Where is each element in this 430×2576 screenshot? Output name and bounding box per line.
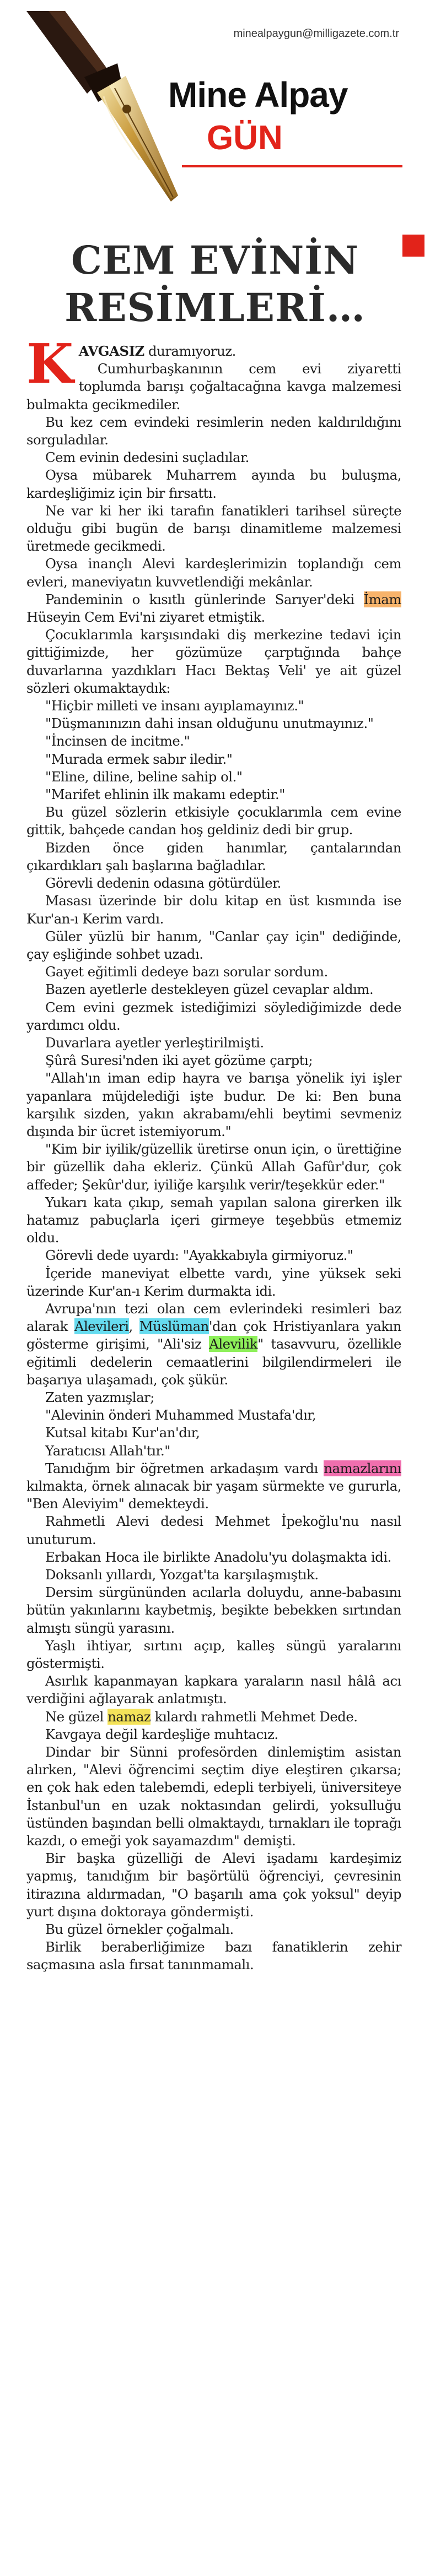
paragraph: Kavgaya değil kardeşliğe muhtacız.	[45, 1726, 278, 1742]
paragraph: Bu güzel örnekler çoğalmalı.	[45, 1921, 234, 1938]
paragraph: Bu güzel sözlerin etkisiyle çocuklarımla cem evine gittik, bahçede candan hoş geldiniz dedi bir grup.	[26, 804, 401, 838]
paragraph: Masası üzerinde bir dolu kitap en üst kısmında ise Kur'an-ı Kerim vardı.	[26, 893, 401, 927]
article-body	[26, 333, 402, 1974]
quote-line: "Eline, diline, beline sahip ol."	[45, 768, 243, 785]
paragraph: Cem evinin dedesini suçladılar.	[45, 449, 249, 466]
verse-line: "Alevinin önderi Muhammed Mustafa'dır,	[45, 1407, 316, 1423]
paragraph: Asırlık kapanmayan kapkara yaraların nasıl hâlâ acı verdiğini ağlayarak anlatmıştı.	[26, 1673, 401, 1707]
paragraph: Avrupa'nın tezi olan cem evlerindeki resimleri baz alarak Alevileri, Müslüman'dan çok Hristiyanlara yakın gösterme girişimi, "Ali'siz Alevilik" tasavvuru, özellikle eğitimli dedelerin cemaatlerini bilgilendirmeleri ile başarıya ulaşamadı, çok şükür.	[26, 1300, 402, 1388]
highlighted-word: namaz	[108, 1708, 151, 1725]
author-email[interactable]: minealpaygun@milligazete.com.tr	[233, 28, 399, 40]
verse-line: Yaratıcısı Allah'tır."	[45, 1442, 170, 1459]
paragraph: Zaten yazmışlar;	[45, 1389, 155, 1405]
paragraph: Ne güzel namaz kılardı rahmetli Mehmet Dede.	[45, 1708, 358, 1725]
paragraph: Doksanlı yıllardı, Yozgat'ta karşılaşmıştık.	[45, 1567, 319, 1583]
header-divider	[182, 165, 402, 167]
paragraph: Bir başka güzelliği de Alevi işadamı kardeşimiz yapmış, tanıdığım bir başörtülü öğrenciyi, çevresinin itirazına aldırmadan, "O başarılı ama çok yoksul" deyip yurt dışına doktoraya göndermişti.	[26, 1850, 401, 1920]
column-title: GÜN	[207, 119, 283, 157]
paragraph-1: KAVGASIZ duramıyoruz.	[26, 333, 236, 396]
quote-line: "İncinsen de incitme."	[45, 733, 190, 749]
highlighted-word: Alevileri	[74, 1318, 129, 1335]
headline-line-2: RESİMLERİ…	[64, 285, 366, 330]
paragraph: Yaşlı ihtiyar, sırtını açıp, kalleş süngü yaralarını göstermişti.	[26, 1637, 401, 1672]
paragraph: Pandeminin o kısıtlı günlerinde Sarıyer'deki İmam Hüseyin Cem Evi'ni ziyaret etmiştik.	[26, 591, 401, 626]
paragraph: Görevli dede uyardı: "Ayakkabıyla girmiyoruz."	[45, 1247, 353, 1264]
paragraph: Şûrâ Suresi'nden iki ayet gözüme çarptı;	[45, 1052, 313, 1069]
fountain-pen-nib-icon	[26, 11, 192, 215]
highlighted-word: namazlarını	[324, 1460, 401, 1476]
paragraph: Görevli dedenin odasına götürdüler.	[45, 875, 281, 892]
quote-line: "Marifet ehlinin ilk makamı edeptir."	[45, 786, 285, 803]
paragraph: Tanıdığım bir öğretmen arkadaşım vardı namazlarını kılmakta, örnek alınacak bir yaşam sürmekte ve gururla, "Ben Aleviyim" demekteydi.	[26, 1460, 401, 1512]
quote-line: "Murada ermek sabır iledir."	[45, 751, 233, 767]
quote-line: "Hiçbir milleti ve insanı ayıplamayınız."	[45, 698, 304, 714]
column-header	[0, 0, 430, 220]
verse-line: Kutsal kitabı Kur'an'dır,	[45, 1425, 200, 1441]
paragraph: Oysa mübarek Muharrem ayında bu buluşma, kardeşliğimiz için bir fırsattı.	[26, 467, 401, 501]
paragraph: Gayet eğitimli dedeye bazı sorular sordum.	[45, 964, 328, 980]
paragraph: Güler yüzlü bir hanım, "Canlar çay için" dediğinde, çay eşliğinde sohbet uzadı.	[26, 928, 401, 962]
paragraph: Dindar bir Sünni profesörden dinlemiştim asistan alırken, "Alevi öğrencimi seçtim diye eleştiren çıkarsa; en çok hak eden talebemdi, edepli terbiyeli, üniversiteye İstanbul'un en uzak noktasından gelirdi, yoksulluğu üstünden başından belli olmaktaydı, tırnakları ile toprağı kazdı, o emeği yok sayamazdım" demişti.	[26, 1744, 401, 1849]
paragraph: Bu kez cem evindeki resimlerin neden kaldırıldığını sorguladılar.	[26, 414, 401, 448]
drop-cap: K	[26, 333, 73, 396]
article-headline	[22, 237, 408, 331]
paragraph: Ne var ki her iki tarafın fanatikleri tarihsel süreçte olduğu gibi bugün de barışı dinamitleme malzemesi üretmede gecikmedi.	[26, 502, 401, 555]
highlighted-word: Alevilik	[209, 1336, 258, 1352]
highlighted-word: İmam	[363, 591, 401, 607]
paragraph: Dersim sürgününden acılarla doluydu, anne-babasını bütün yakınlarını kaybetmiş, beşikte bebekken sırtından almıştı süngü yarasını.	[26, 1584, 401, 1636]
paragraph: Erbakan Hoca ile birlikte Anadolu'yu dolaşmakta idi.	[45, 1548, 391, 1565]
paragraph: Cumhurbaşkanının cem evi ziyaretti toplumda barışı çoğaltacağına kavga malzemesi bulmakta gecikmediler.	[26, 361, 401, 412]
paragraph: Yukarı kata çıkıp, semah yapılan salona girerken ilk hatamız pabuçlarla içeri girmeye teşebbüs etmemiz oldu.	[26, 1194, 401, 1246]
lead-word: AVGASIZ	[78, 343, 144, 359]
paragraph: Birlik beraberliğimize bazı fanatiklerin zehir saçmasına asla fırsat tanınmamalı.	[26, 1939, 401, 1973]
paragraph: Çocuklarımla karşısındaki diş merkezine tedavi için gittiğimizde, her gözümüze çarptığında bahçe duvarlarına yazdıkları Hacı Bektaş Veli' ye ait güzel sözleri okumaktaydık:	[26, 627, 401, 696]
paragraph: Oysa inançlı Alevi kardeşlerimizin toplandığı cem evleri, maneviyatın kuvvetlendiği mekânlar.	[26, 556, 401, 590]
quote-line: "Düşmanınızın dahi insan olduğunu unutmayınız."	[45, 715, 374, 732]
paragraph: Rahmetli Alevi dedesi Mehmet İpekoğlu'nu nasıl unuturum.	[26, 1513, 401, 1547]
paragraph: Duvarlara ayetler yerleştirilmişti.	[45, 1034, 264, 1051]
highlighted-word: Müslüman	[139, 1318, 209, 1335]
paragraph: Bazen ayetlerle destekleyen güzel cevaplar aldım.	[45, 981, 374, 998]
paragraph: "Kim bir iyilik/güzellik üretirse onun için, o ürettiğine bir güzellik daha ekleriz. Çünkü Allah Gafûr'dur, çok affeder; Şekûr'dur, iyiliğe karşılık verir/teşekkür eder."	[26, 1141, 401, 1193]
paragraph: Cem evini gezmek istediğimizi söylediğimizde dede yardımcı oldu.	[26, 999, 401, 1033]
author-name: Mine Alpay	[168, 75, 348, 115]
paragraph: "Allah'ın iman edip hayra ve barışa yönelik iyi işler yapanlara müjdelediği işte budur. De ki: Ben buna karşılık sizden, yakın akrabamı/ehli beytimi sevmeniz dışında bir ücret istemiyorum."	[26, 1070, 401, 1139]
paragraph: Bizden önce giden hanımlar, çantalarından çıkardıkları şalı başlarına bağladılar.	[26, 839, 401, 873]
paragraph: İçeride maneviyat elbette vardı, yine yüksek seki üzerinde Kur'an-ı Kerim durmakta idi.	[26, 1265, 401, 1299]
headline-line-1: CEM EVİNİN	[71, 237, 359, 283]
